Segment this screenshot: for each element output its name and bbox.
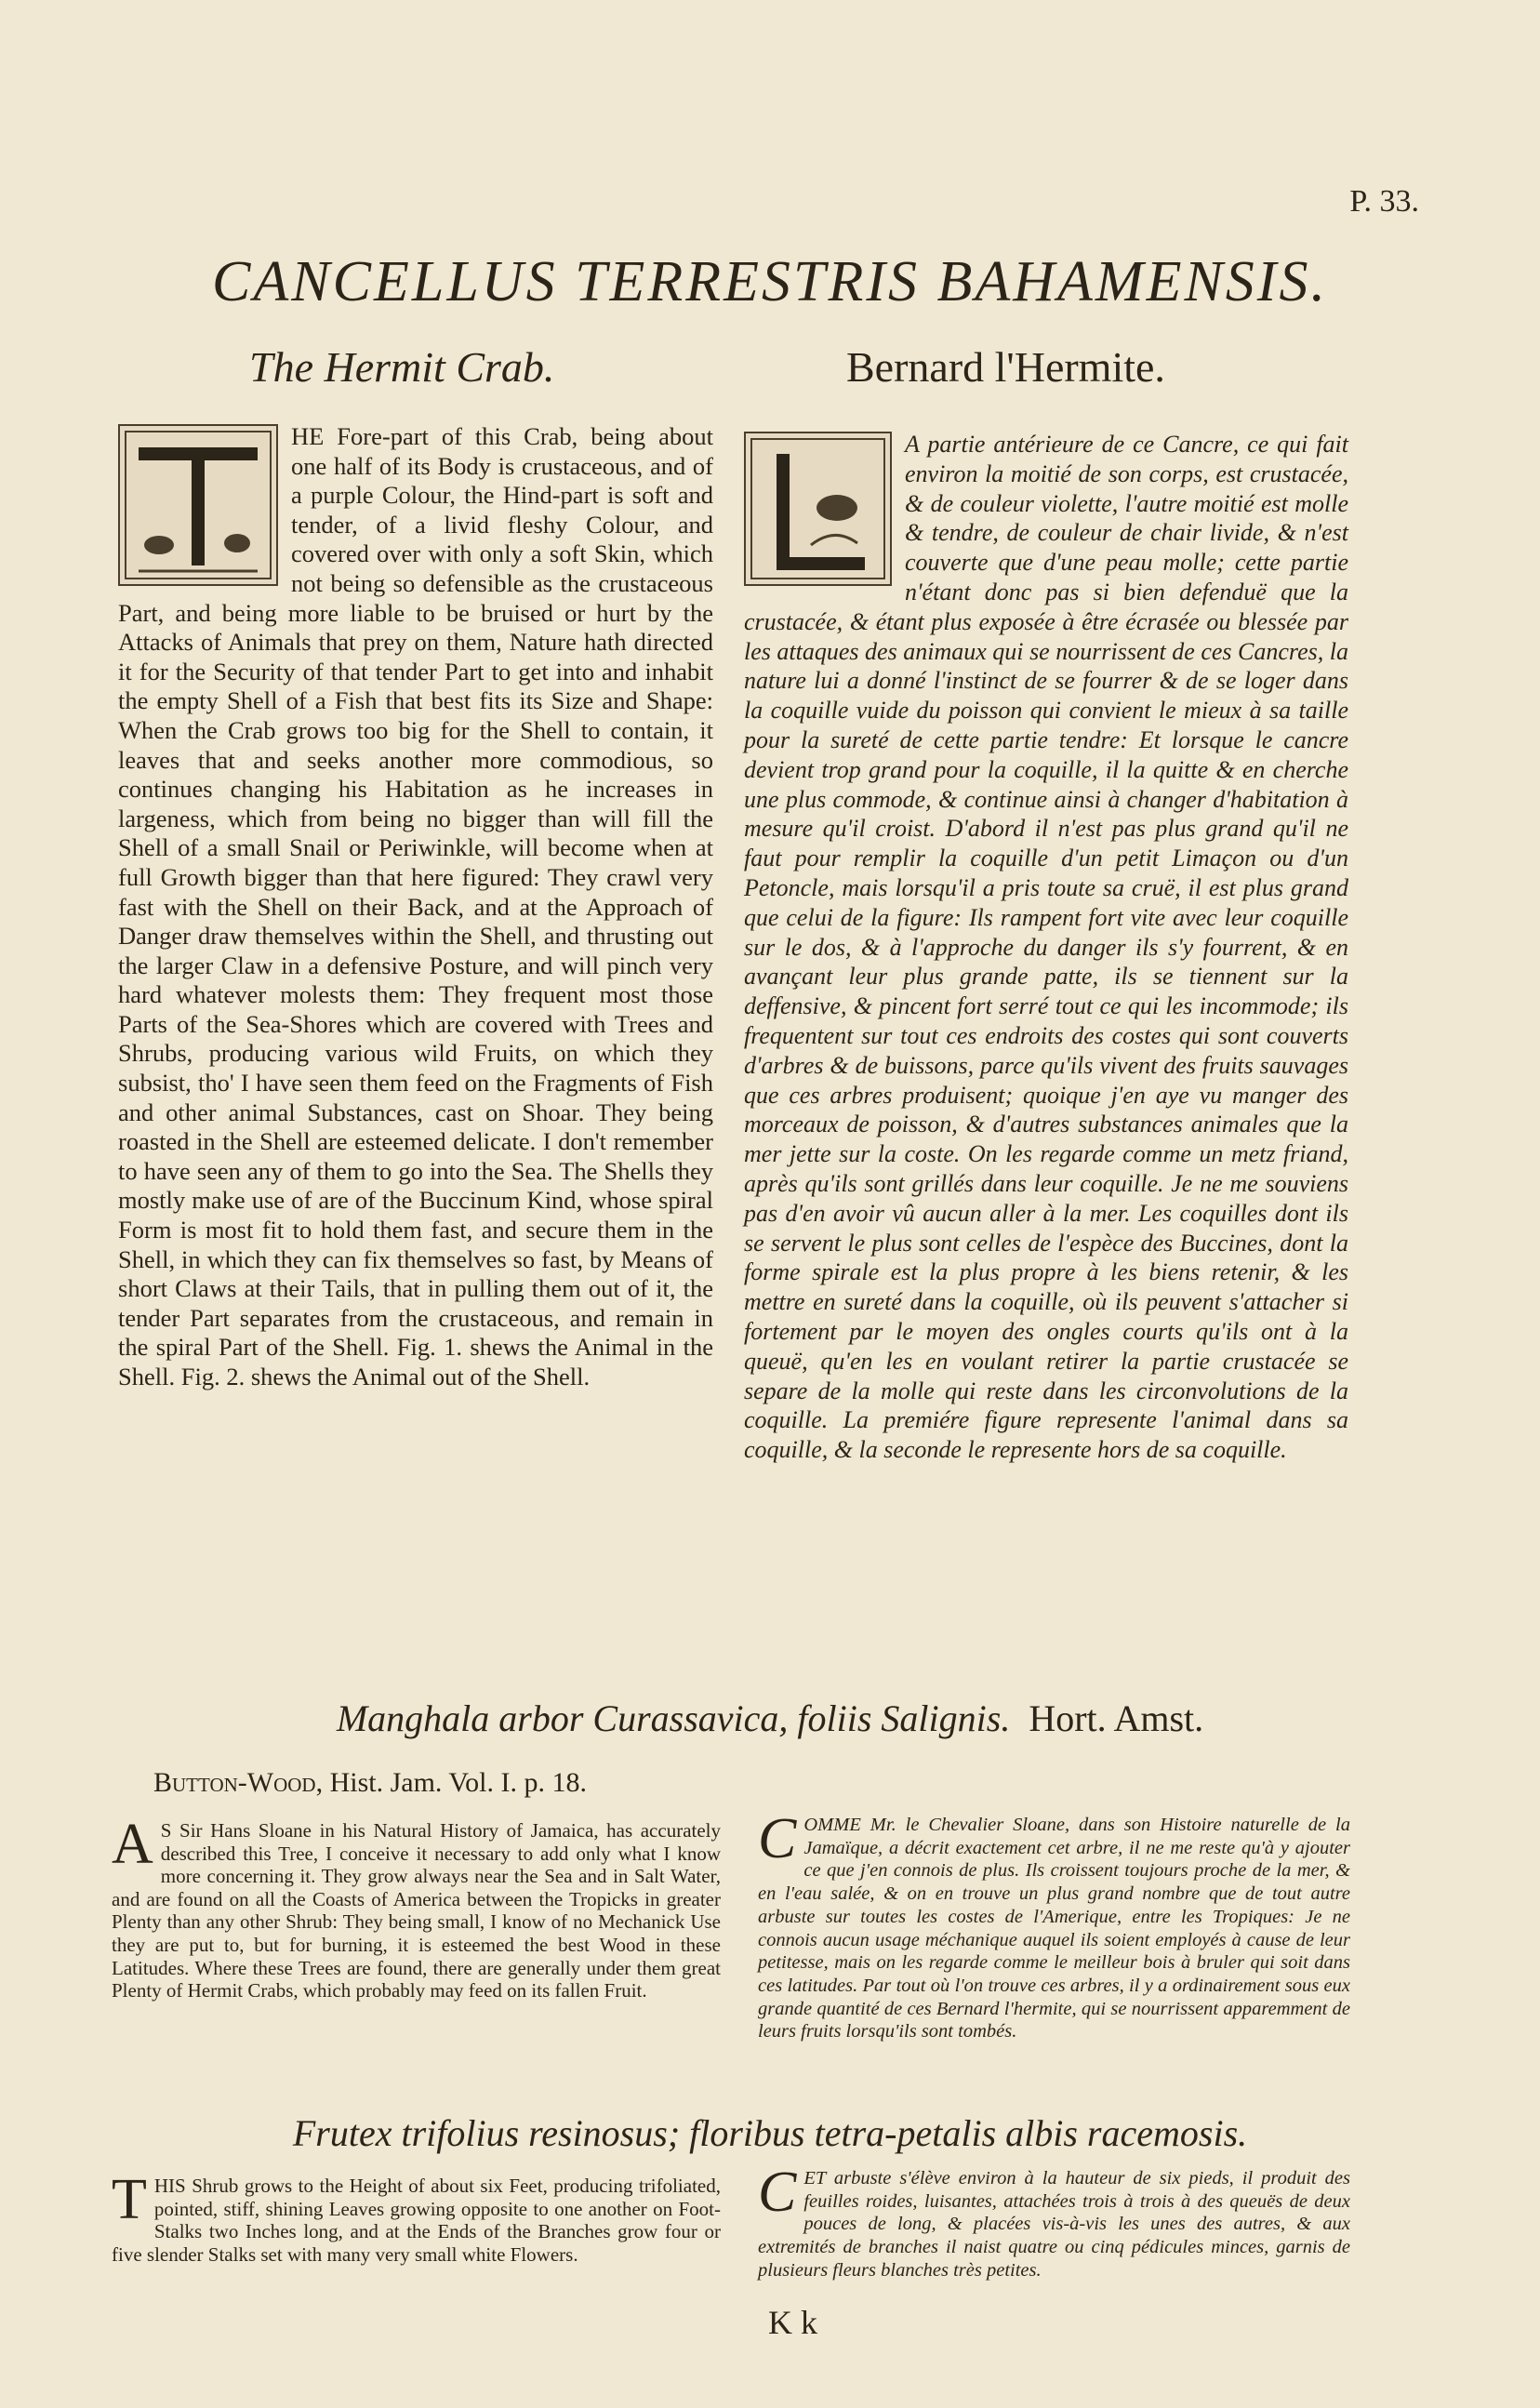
subtitle-english: The Hermit Crab.: [249, 343, 555, 391]
page-number: P. 33.: [1349, 184, 1419, 219]
signature-mark: K k: [768, 2304, 817, 2341]
manghala-heading: Manghala arbor Curassavica, foliis Salignis. Hort. Amst.: [336, 1697, 1204, 1739]
crab-text-english: HE Fore-part of this Crab, being about one half of its Body is crustaceous, and of a purple Colour, the Hind-part is soft and tender, of a livid fleshy Colour, and covered over with only a soft Skin, which not being so defensible as the crustaceous Part, and being more liable to be bruised or hurt by the Attacks of Animals that prey on them, Nature hath directed it for the Security of that tender Part to get into and inhabit the empty Shell of a Fish that best fits its Size and Shape: When the Crab grows too big for the Shell to contain, it leaves that and seeks another more commodious, so continues changing his Habitation as he increases in largeness, which from being no bigger than will fill the Shell of a small Snail or Periwinkle, will become when at full Growth bigger than that here figured: They crawl very fast with the Shell on their Back, and at the Approach of Danger draw themselves within the Shell, and thrusting out the larger Claw in a defensive Posture, and will pinch very hard whatever molests them: They frequent most those Parts of the Sea-Shores which are covered with Trees and Shrubs, producing various wild Fruits, on which they subsist, tho' I have seen them feed on the Fragments of Fish and other animal Substances, cast on Shoar. They being roasted in the Shell are esteemed delicate. I don't remember to have seen any of them to go into the Sea. The Shells they mostly make use of are of the Buccinum Kind, whose spiral Form is most fit to hold them fast, and secure them in the Shell, in which they can fix themselves so fast, by Means of short Claws at their Tails, that in pulling them out of it, the tender Part separates from the crustaceous, and remain in the spiral Part of the Shell. Fig. 1. shews the Animal in the Shell. Fig. 2. shews the Animal out of the Shell.: [118, 422, 713, 1390]
button-wood-text-french: COMME Mr. le Chevalier Sloane, dans son Histoire naturelle de la Jamaïque, a décrit exactement cet arbre, il ne me reste qu'à y ajouter ce que j'en connois de plus. Ils croissent toujours proche de la mer, & en l'eau salée, & on en trouve un plus grand nombre que de tout autre arbuste sur toutes les costes de l'Amerique, entre les Tropiques: Je ne connois aucun usage méchanique auquel ils soient employés à cause de leur petitesse, mais on les regarde comme le meilleur bois à bruler qui soit dans ces latitudes. Par tout où l'on trouve ces arbres, il y a ordinairement sous eux grande quantité de ces Bernard l'hermite, qui se nourrissent apparemment de leurs fruits lorsqu'ils sont tombés.: [758, 1807, 1350, 2042]
page-title: CANCELLUS TERRESTRIS BAHAMENSIS.: [212, 250, 1328, 313]
frutex-text-english: THIS Shrub grows to the Height of about six Feet, producing trifoliated, pointed, stiff, shining Leaves growing opposite to one another on Foot-Stalks two Inches long, and at the Ends of the Branches grow four or five slender Stalks set with many very small white Flowers.: [112, 2168, 721, 2266]
drop-cap-t-illustration: [118, 424, 278, 586]
frutex-heading: Frutex trifolius resinosus; floribus tetra-petalis albis racemosis.: [292, 2112, 1248, 2154]
button-wood-text-english: A S Sir Hans Sloane in his Natural History of Jamaica, has accurately described this Tree, I conceive it necessary to add only what I know more concerning it. They grow always near the Sea and in Salt Water, and are found on all the Coasts of America between the Tropicks in greater Plenty than any other Shrub: They being small, I know of no Mechanick Use they are put to, but for burning, it is esteemed the best Wood in these Latitudes. Where these Trees are found, there are generally under them great Plenty of Hermit Crabs, which probably may feed on its fallen Fruit.: [112, 1813, 721, 2002]
subtitle-french: Bernard l'Hermite.: [846, 343, 1165, 391]
button-wood-reference: Button-Wood, Hist. Jam. Vol. I. p. 18.: [153, 1767, 588, 1798]
crab-text-french: A partie antérieure de ce Cancre, ce qui fait environ la moitié de son corps, est crustacée, & de couleur violette, l'autre moitié est molle & tendre, de couleur de chair livide, & n'est couverte que d'une peau molle; cette partie n'étant donc pas si bien defenduë que la crustacée, & étant plus exposée à être écrasée ou blessée par les attaques des animaux qui se nourrissent de ces Cancres, la nature lui a donné l'instinct de se fourrer & de se loger dans la coquille vuide du poisson qui convient le mieux à sa taille pour la sureté de cette partie tendre: Et lorsque le cancre devient trop grand pour la coquille, il la quitte & en cherche une plus commode, & continue ainsi à changer d'habitation à mesure qu'il croist. D'abord il n'est pas plus grand qu'il ne faut pour remplir la coquille d'un petit Limaçon ou d'un Petoncle, mais lorsqu'il a pris toute sa cruë, il est plus grand que celui de la figure: Ils rampent fort vite avec leur coquille sur le dos, & à l'approche du danger ils s'y fourrent, & en avançant leur plus grande patte, ils se tiennent sur la deffensive, & pincent fort serré tout ce qui les incommode; ils frequentent sur tout ces endroits des costes qui sont couverts d'arbres & de buissons, parce qu'ils vivent des fruits sauvages que ces arbres produisent; quoique j'en aye vu manger des morceaux de poisson, & d'autres substances animales que la mer jette sur la coste. On les regarde comme un metz friand, après qu'ils sont grillés dans leur coquille. Je ne me souviens pas d'en avoir vû aucun aller à la mer. Les coquilles dont ils se servent le plus sont celles de l'espèce des Buccines, dont la forme spirale est la plus propre à les biens retenir, & les mettre en sureté dans la coquille, où ils peuvent s'attacher si fortement par le moyen des ongles courts qu'ils ont à la queuë, qu'en les en voulant retirer la partie crustacée se separe de la molle qui reste dans les circonvolutions de la coquille. La premiére figure represente l'animal dans sa coquille, & la seconde le represente hors de sa coquille.: [744, 431, 1348, 1464]
frutex-text-french: CET arbuste s'élève environ à la hauteur de six pieds, il produit des feuilles roides, luisantes, attachées trois à trois à des queuës de deux pouces de long, & placées vis-à-vis les unes des autres, & aux extremités de branches il naist quatre ou cinq pédicules minces, garnis de plusieurs fleurs blanches très petites.: [758, 2161, 1350, 2281]
drop-cap-l-illustration: [744, 432, 892, 586]
